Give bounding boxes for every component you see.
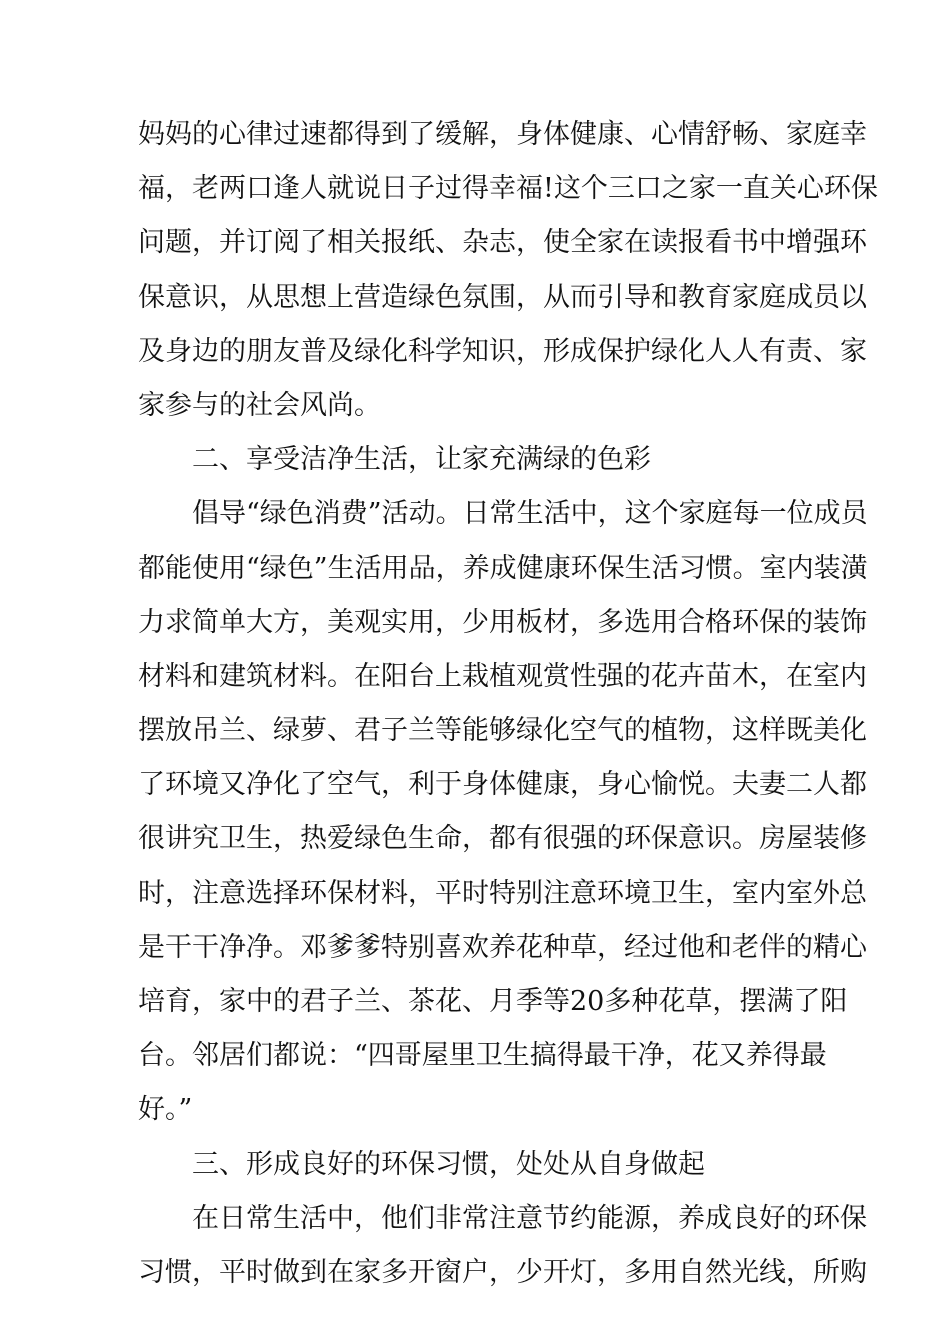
text-line: 时，注意选择环保材料，平时特别注意环境卫生，室内室外总: [138, 877, 867, 909]
text-line: 家参与的社会风尚。: [138, 389, 381, 421]
text-line: 很讲究卫生，热爱绿色生命，都有很强的环保意识。房屋装修: [138, 823, 867, 855]
text-line: 问题，并订阅了相关报纸、杂志，使全家在读报看书中增强环: [138, 227, 867, 259]
body-text: [138, 108, 878, 1300]
text-line: 在日常生活中，他们非常注意节约能源，养成良好的环保: [192, 1202, 867, 1234]
text-line: 妈妈的心律过速都得到了缓解，身体健康、心情舒畅、家庭幸: [138, 119, 867, 150]
text-line: 材料和建筑材料。在阳台上栽植观赏性强的花卉苗木，在室内: [138, 660, 867, 692]
text-line: 福，老两口逢人就说日子过得幸福!这个三口之家一直关心环保: [138, 173, 878, 205]
text-line: 保意识，从思想上营造绿色氛围，从而引导和教育家庭成员以: [138, 281, 867, 313]
text-line: 好。”: [138, 1094, 193, 1126]
text-line: 培育，家中的君子兰、茶花、月季等20多种花草，摆满了阳: [138, 986, 848, 1017]
text-line: 习惯，平时做到在家多开窗户，少开灯，多用自然光线，所购: [138, 1256, 867, 1288]
section-heading-2: 二、享受洁净生活，让家充满绿的色彩: [192, 444, 651, 476]
text-line: 力求简单大方，美观实用，少用板材，多选用合格环保的装饰: [138, 606, 867, 638]
text-line: 了环境又净化了空气，利于身体健康，身心愉悦。夫妻二人都: [138, 769, 867, 801]
text-line: 都能使用“绿色”生活用品，养成健康环保生活习惯。室内装潢: [138, 552, 868, 584]
text-line: 摆放吊兰、绿萝、君子兰等能够绿化空气的植物，这样既美化: [138, 715, 867, 747]
section-heading-3: 三、形成良好的环保习惯，处处从自身做起: [192, 1148, 705, 1180]
text-line: 倡导“绿色消费”活动。日常生活中，这个家庭每一位成员: [192, 498, 868, 530]
text-line: 及身边的朋友普及绿化科学知识，形成保护绿化人人有责、家: [138, 335, 867, 367]
text-line: 是干干净净。邓爹爹特别喜欢养花种草，经过他和老伴的精心: [138, 931, 867, 963]
text-line: 台。邻居们都说：“四哥屋里卫生搞得最干净，花又养得最: [138, 1040, 827, 1072]
